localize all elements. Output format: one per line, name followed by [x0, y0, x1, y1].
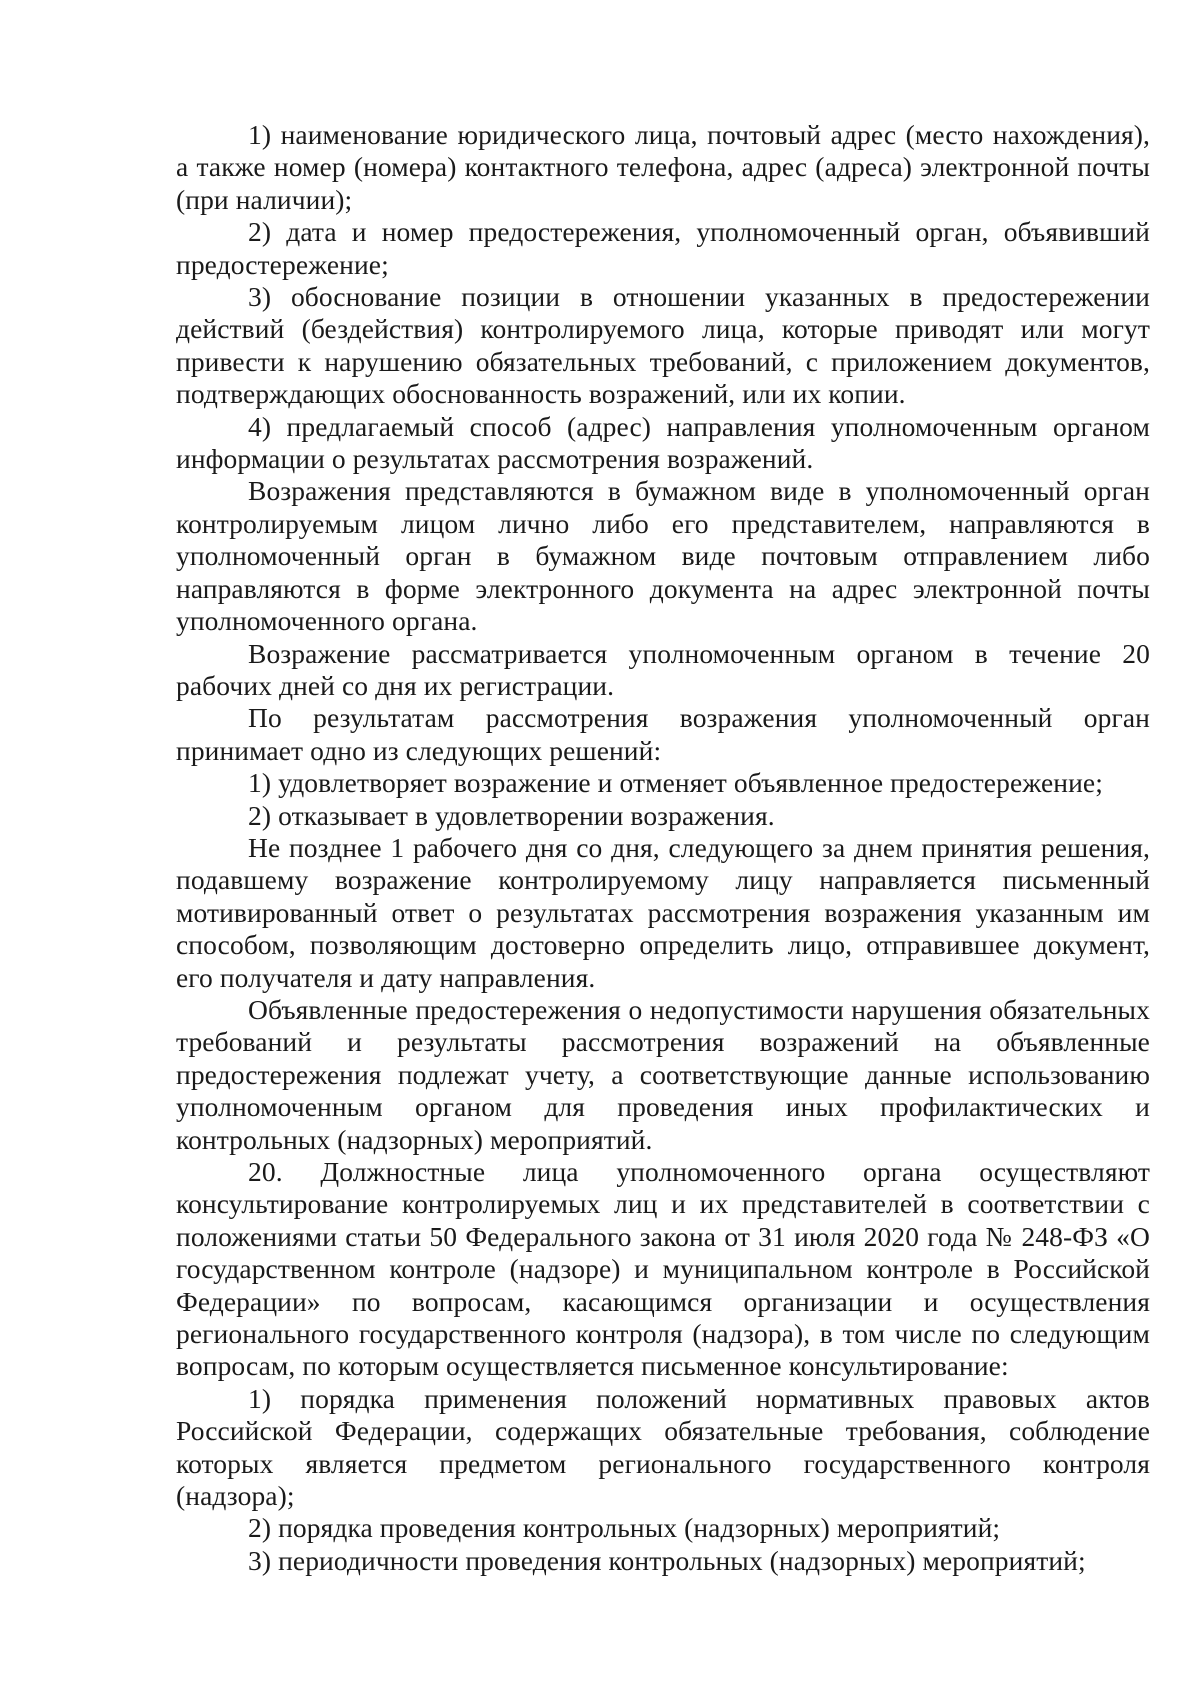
paragraph-14: 2) порядка проведения контрольных (надзорных) мероприятий;: [248, 1512, 1001, 1544]
paragraph-13: 1) порядка применения положений нормативных правовых актов Российской Федерации, содержащих обязательные требования, соблюдение которых является предметом регионального государственного контроля (надзора);: [176, 1382, 1150, 1512]
paragraph-2: 2) дата и номер предостережения, уполномоченный орган, объявивший предостережение;: [176, 216, 1150, 280]
paragraph-10: Не позднее 1 рабочего дня со дня, следующего за днем принятия решения, подавшему возражение контролируемому лицу направляется письменный мотивированный ответ о результатах рассмотрения возражения указанным им способом, позволяющим достоверно определить лицо, отправившее документ, его получателя и дату направления.: [176, 831, 1150, 993]
paragraph-4: 4) предлагаемый способ (адрес) направления уполномоченным органом информации о результатах рассмотрения возражений.: [176, 410, 1150, 475]
paragraph-11: Объявленные предостережения о недопустимости нарушения обязательных требований и результаты рассмотрения возражений на объявленные предостережения подлежат учету, а соответствующие данные использованию уполномоченным органом для проведения иных профилактических и контрольных (надзорных) мероприятий.: [176, 993, 1150, 1155]
paragraph-15: 3) периодичности проведения контрольных (надзорных) мероприятий;: [248, 1544, 1086, 1576]
paragraph-1: 1) наименование юридического лица, почтовый адрес (место нахождения), а также номер (номера) контактного телефона, адрес (адреса) электронной почты (при наличии);: [176, 119, 1150, 215]
paragraph-9: 2) отказывает в удовлетворении возражения.: [248, 799, 775, 831]
paragraph-3: 3) обоснование позиции в отношении указанных в предостережении действий (бездействия) контролируемого лица, которые приводят или могут привести к нарушению обязательных требований, с приложением документов, подтверждающих обоснованность возражений, или их копии.: [176, 281, 1150, 410]
document-body: [176, 119, 1150, 1577]
paragraph-8: 1) удовлетворяет возражение и отменяет объявленное предостережение;: [248, 767, 1103, 799]
paragraph-6: Возражение рассматривается уполномоченным органом в течение 20 рабочих дней со дня их регистрации.: [176, 637, 1150, 701]
paragraph-5: Возражения представляются в бумажном виде в уполномоченный орган контролируемым лицом лично либо его представителем, направляются в уполномоченный орган в бумажном виде почтовым отправлением либо направляются в форме электронного документа на адрес электронной почты уполномоченного органа.: [176, 475, 1150, 637]
paragraph-12: 20. Должностные лица уполномоченного органа осуществляют консультирование контролируемых лиц и их представителей в соответствии с положениями статьи 50 Федерального закона от 31 июля 2020 года № 248-ФЗ «О государственном контроле (надзоре) и муниципальном контроле в Российской Федерации» по вопросам, касающимся организации и осуществления регионального государственного контроля (надзора), в том числе по следующим вопросам, по которым осуществляется письменное консультирование:: [176, 1156, 1150, 1382]
paragraph-7: По результатам рассмотрения возражения уполномоченный орган принимает одно из следующих решений:: [176, 702, 1150, 766]
